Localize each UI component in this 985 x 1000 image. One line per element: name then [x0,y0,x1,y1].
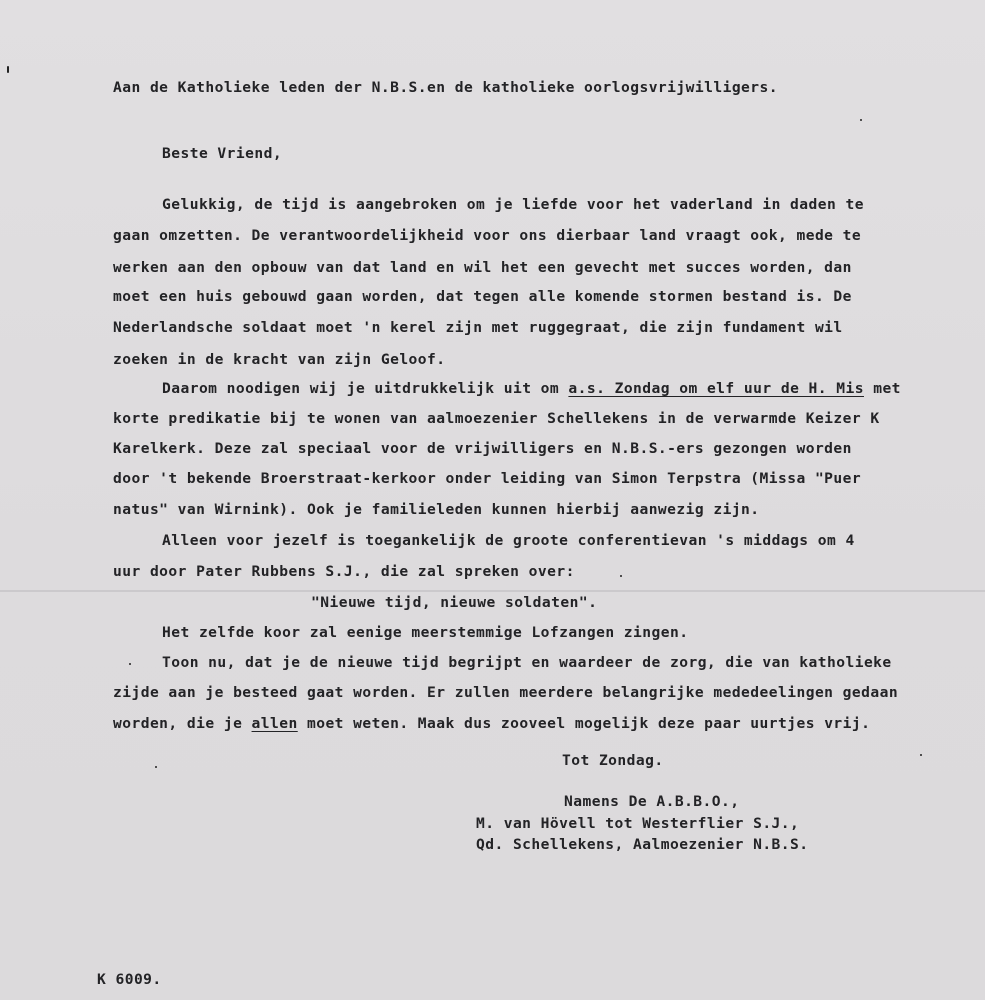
paragraph-line: zoeken in de kracht van zijn Geloof. [113,351,446,368]
paragraph-text: Daarom noodigen wij je uitdrukkelijk uit om [162,380,569,397]
paragraph-line: uur door Pater Rubbens S.J., die zal spreken over: [113,563,575,580]
reference-number: K 6009. [97,971,162,988]
ink-speck [129,663,131,665]
ink-speck [620,575,622,577]
paragraph-line [113,715,870,733]
fold-crease [0,590,985,592]
address-line: Aan de Katholieke leden der N.B.S.en de katholieke oorlogsvrijwilligers. [113,79,779,96]
underlined-word: allen [251,715,298,732]
paragraph-line: zijde aan je besteed gaat worden. Er zullen meerdere belangrijke mededeelingen gedaan [113,684,899,701]
paragraph-line: gaan omzetten. De verantwoordelijkheid voor ons dierbaar land vraagt ook, mede te [113,227,862,244]
ink-speck [920,754,922,756]
paragraph-line: natus" van Wirnink). Ook je familieleden kunnen hierbij aanwezig zijn. [113,501,760,518]
paragraph-line: Nederlandsche soldaat moet 'n kerel zijn met ruggegraat, die zijn fundament wil [113,319,843,336]
paragraph-line: Gelukkig, de tijd is aangebroken om je liefde voor het vaderland in daden te [162,196,864,213]
paragraph-line: werken aan den opbouw van dat land en wil het een gevecht met succes worden, dan [113,259,852,276]
signature-line: Namens De A.B.B.O., [564,793,740,810]
salutation: Beste Vriend, [162,145,283,162]
lecture-title: "Nieuwe tijd, nieuwe soldaten". [311,594,598,611]
paragraph-line [162,380,901,398]
signature-line: M. van Hövell tot Westerflier S.J., [476,815,800,832]
paragraph-text: moet weten. Maak dus zooveel mogelijk deze paar uurtjes vrij. [297,715,871,732]
paragraph-line: Toon nu, dat je de nieuwe tijd begrijpt en waardeer de zorg, die van katholieke [162,654,892,671]
paragraph-line: Het zelfde koor zal eenige meerstemmige Lofzangen zingen. [162,624,689,641]
closing: Tot Zondag. [562,752,664,769]
paragraph-line: Alleen voor jezelf is toegankelijk de groote conferentievan 's middags om 4 [162,532,855,549]
ink-speck [7,66,9,73]
paragraph-line: korte predikatie bij te wonen van aalmoezenier Schellekens in de verwarmde Keizer K [113,410,880,427]
paragraph-text: met [863,380,901,397]
paragraph-line: Karelkerk. Deze zal speciaal voor de vrijwilligers en N.B.S.-ers gezongen worden [113,440,852,457]
paragraph-line: door 't bekende Broerstraat-kerkoor onder leiding van Simon Terpstra (Missa "Puer [113,470,862,487]
ink-speck [155,766,157,768]
signature-line: Qd. Schellekens, Aalmoezenier N.B.S. [476,836,809,853]
underlined-mass-time: a.s. Zondag om elf uur de H. Mis [568,380,864,397]
paragraph-text: worden, die je [113,715,252,732]
ink-speck [860,119,862,121]
paragraph-line: moet een huis gebouwd gaan worden, dat tegen alle komende stormen bestand is. De [113,288,852,305]
